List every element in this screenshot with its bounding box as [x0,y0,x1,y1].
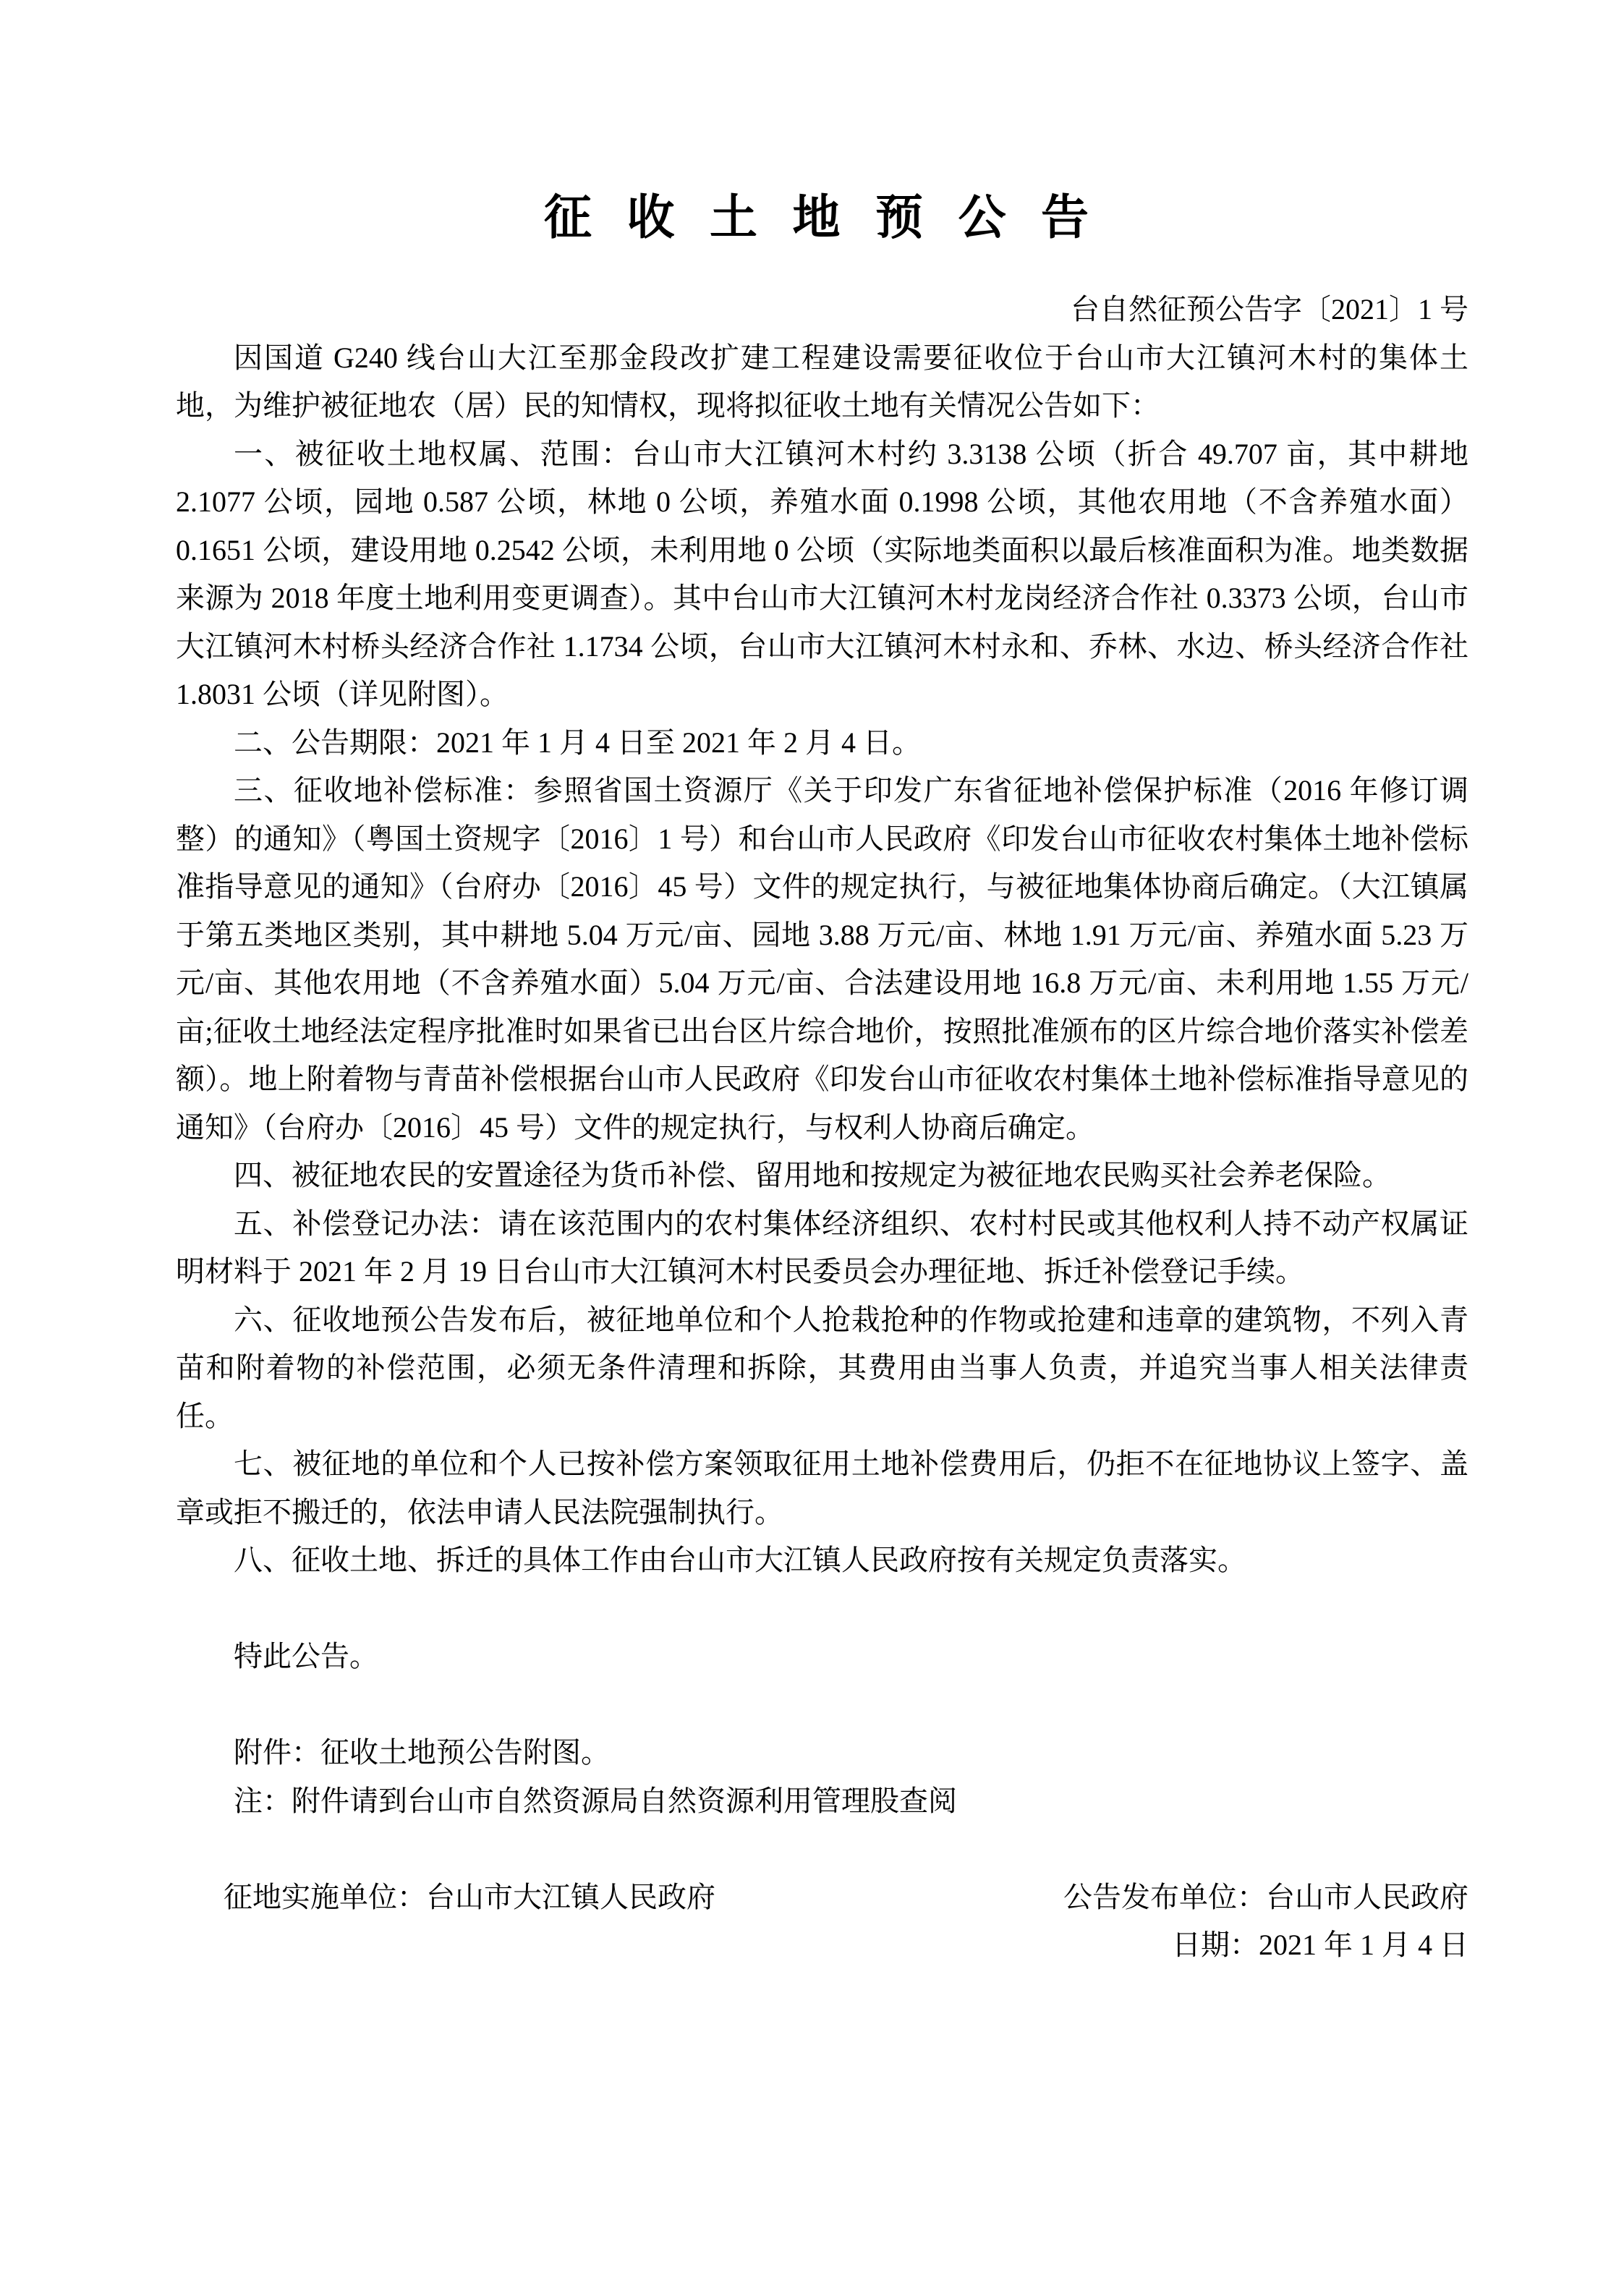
footer-units-row [176,1874,1468,1922]
intro-paragraph: 因国道 G240 线台山大江至那金段改扩建工程建设需要征收位于台山市大江镇河木村的集体土地，为维护被征地农（居）民的知情权，现将拟征收土地有关情况公告如下： [176,341,1468,422]
item-6-rush-planting: 六、征收地预公告发布后，被征地单位和个人抢栽抢种的作物或抢建和违章的建筑物，不列入青苗和附着物的补偿范围，必须无条件清理和拆除，其费用由当事人负责，并追究当事人相关法律责任。 [176,1303,1468,1432]
text-block [176,0,1468,1970]
note-line: 注：附件请到台山市自然资源局自然资源利用管理股查阅 [234,1784,957,1817]
issuing-unit: 公告发布单位：台山市人民政府 [1063,1880,1468,1913]
spacer [176,1585,1468,1633]
item-8-implementation: 八、征收土地、拆迁的具体工作由台山市大江镇人民政府按有关规定负责落实。 [234,1544,1246,1576]
document-body [176,334,1468,1970]
issue-date: 日期：2021 年 1 月 4 日 [1172,1929,1468,1961]
item-1-land-scope: 一、被征收土地权属、范围：台山市大江镇河木村约 3.3138 公顷（折合 49.707 亩，其中耕地 2.1077 公顷，园地 0.587 公顷，林地 0 公顷，养殖水面 0.1998 公顷，其他农用地（不含养殖水面）0.1651 公顷，建设用地 0.2542 公顷，未利用地 0 公顷（实际地类面积以最后核准面积为准。地类数据来源为 2018 年度土地利用变更调查）。其中台山市大江镇河木村龙岗经济合作社 0.3373 公顷，台山市大江镇河木村桥头经济合作社 1.1734 公顷，台山市大江镇河木村永和、乔林、水边、桥头经济合作社 1.8031 公顷（详见附图）。 [176,437,1468,710]
spacer [176,1825,1468,1874]
spacer [176,1681,1468,1730]
item-4-resettlement: 四、被征地农民的安置途径为货币补偿、留用地和按规定为被征地农民购买社会养老保险。 [234,1159,1391,1191]
item-2-notice-period: 二、公告期限：2021 年 1 月 4 日至 2021 年 2 月 4 日。 [234,726,921,759]
implementing-unit: 征地实施单位：台山市大江镇人民政府 [224,1880,715,1913]
item-3-compensation-standard: 三、征收地补偿标准：参照省国土资源厅《关于印发广东省征地补偿保护标准（2016 年修订调整）的通知》（粤国土资规字〔2016〕1 号）和台山市人民政府《印发台山市征收农村集体土地补偿标准指导意见的通知》（台府办〔2016〕45 号）文件的规定执行，与被征地集体协商后确定。（大江镇属于第五类地区类别，其中耕地 5.04 万元/亩、园地 3.88 万元/亩、林地 1.91 万元/亩、养殖水面 5.23 万元/亩、其他农用地（不含养殖水面）5.04 万元/亩、合法建设用地 16.8 万元/亩、未利用地 1.55 万元/亩;征收土地经法定程序批准时如果省已出台区片综合地价，按照批准颁布的区片综合地价落实补偿差额）。地上附着物与青苗补偿根据台山市人民政府《印发台山市征收农村集体土地补偿标准指导意见的通知》（台府办〔2016〕45 号）文件的规定执行，与权利人协商后确定。 [176,774,1468,1144]
page-title: 征 收 土 地 预 公 告 [544,192,1100,245]
document-number: 台自然征预公告字〔2021〕1 号 [1071,293,1468,326]
attachment-line: 附件：征收土地预公告附图。 [234,1736,610,1769]
item-5-registration-method: 五、补偿登记办法：请在该范围内的农村集体经济组织、农村村民或其他权利人持不动产权属证明材料于 2021 年 2 月 19 日台山市大江镇河木村民委员会办理征地、拆迁补偿登记手续。 [176,1207,1468,1288]
item-7-enforcement: 七、被征地的单位和个人已按补偿方案领取征用土地补偿费用后，仍拒不在征地协议上签字、盖章或拒不搬迁的，依法申请人民法院强制执行。 [176,1447,1468,1528]
closing-statement: 特此公告。 [234,1640,378,1672]
